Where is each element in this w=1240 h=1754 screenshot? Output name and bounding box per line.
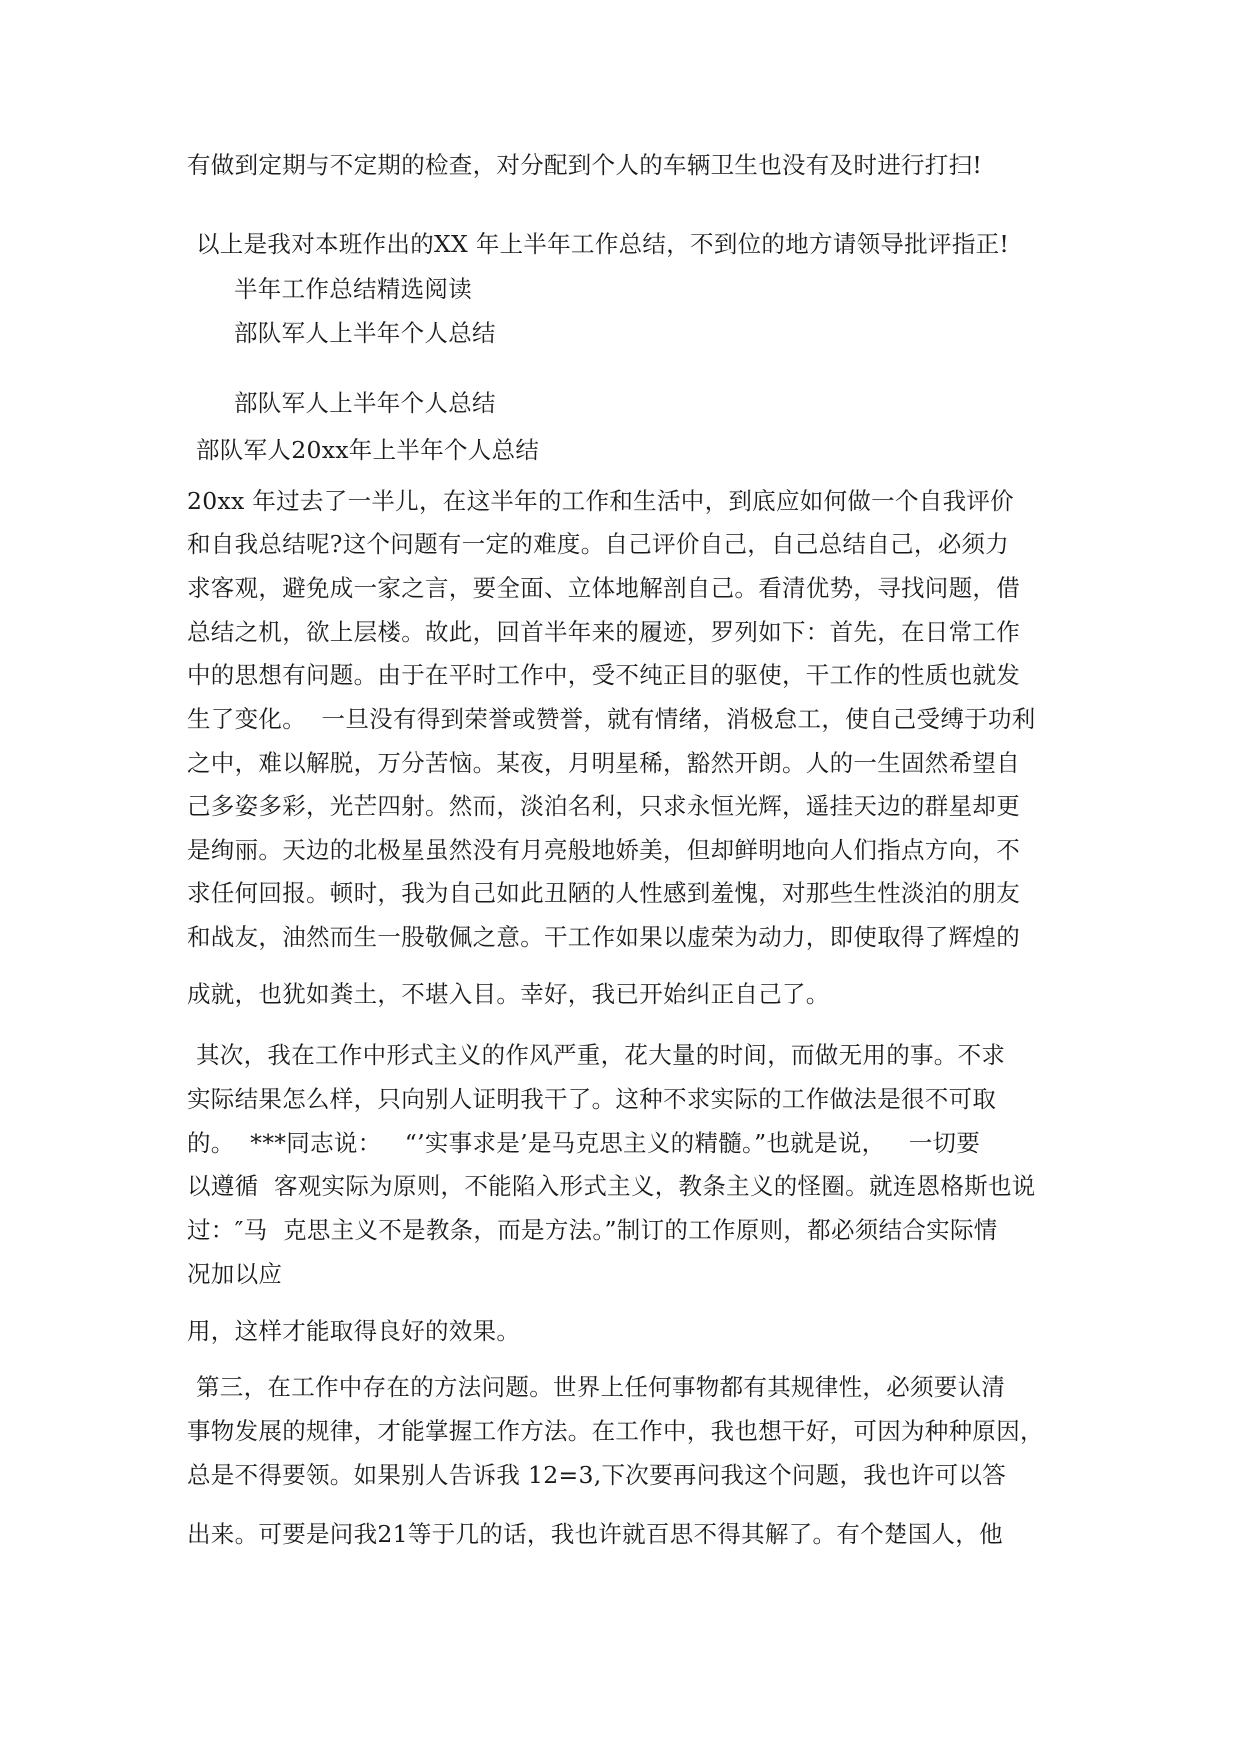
text-line: 以上是我对本班作出的XX 年上半年工作总结，不到位的地方请领导批评指正! bbox=[196, 230, 1010, 258]
text-line: 况加以应 bbox=[187, 1260, 283, 1288]
text-line: 己多姿多彩，光芒四射。然而，淡泊名利，只求永恒光辉，遥挂天边的群星却更 bbox=[187, 792, 1020, 820]
text-line: 之中，难以解脱，万分苦恼。某夜，月明星稀，豁然开朗。人的一生固然希望自 bbox=[187, 749, 1020, 777]
text-line: 部队军人上半年个人总结 bbox=[234, 319, 496, 347]
text-line: 生了变化。 一旦没有得到荣誉或赞誉，就有情绪，消极怠工，使自己受缚于功利 bbox=[187, 705, 1036, 733]
text-line: 和战友，油然而生一股敬佩之意。干工作如果以虚荣为动力，即使取得了辉煌的 bbox=[187, 923, 1020, 951]
section-heading: 部队军人上半年个人总结 bbox=[234, 389, 496, 417]
text-line: 实际结果怎么样，只向别人证明我干了。这种不求实际的工作做法是很不可取 bbox=[187, 1085, 997, 1113]
text-line: 有做到定期与不定期的检查，对分配到个人的车辆卫生也没有及时进行打扫! bbox=[187, 151, 983, 179]
text-line: 以遵循 客观实际为原则，不能陷入形式主义，教条主义的怪圈。就连恩格斯也说 bbox=[187, 1172, 1036, 1200]
text-line: 过：″马 克思主义不是教条，而是方法。”制订的工作原则，都必须结合实际情 bbox=[187, 1216, 998, 1244]
section-heading: 部队军人20xx年上半年个人总结 bbox=[196, 436, 540, 464]
text-line: 是绚丽。天边的北极星虽然没有月亮般地娇美，但却鲜明地向人们指点方向，不 bbox=[187, 836, 1020, 864]
text-line: 的。 ***同志说： “’实事求是’是马克思主义的精髓。”也就是说， 一切要 bbox=[187, 1129, 981, 1157]
text-line: 20xx 年过去了一半儿，在这半年的工作和生活中，到底应如何做一个自我评价 bbox=[187, 487, 1014, 515]
text-line: 事物发展的规律，才能掌握工作方法。在工作中，我也想干好，可因为种种原因， bbox=[187, 1417, 1044, 1445]
text-line: 总结之机，欲上层楼。故此，回首半年来的履迹，罗列如下：首先，在日常工作 bbox=[187, 618, 1020, 646]
text-line: 总是不得要领。如果别人告诉我 12=3,下次要再问我这个问题，我也许可以答 bbox=[187, 1461, 1007, 1489]
text-line: 和自我总结呢?这个问题有一定的难度。自己评价自己，自己总结自己，必须力 bbox=[187, 530, 1010, 558]
text-line: 其次，我在工作中形式主义的作风严重，花大量的时间，而做无用的事。不求 bbox=[196, 1041, 1006, 1069]
text-line: 用，这样才能取得良好的效果。 bbox=[187, 1317, 521, 1345]
text-line: 求客观，避免成一家之言，要全面、立体地解剖自己。看清优势，寻找问题，借 bbox=[187, 574, 1020, 602]
text-line: 中的思想有问题。由于在平时工作中，受不纯正目的驱使，干工作的性质也就发 bbox=[187, 661, 1020, 689]
text-line: 成就，也犹如粪土，不堪入目。幸好，我已开始纠正自己了。 bbox=[187, 980, 830, 1008]
text-line: 出来。可要是问我21等于几的话，我也许就百思不得其解了。有个楚国人，他 bbox=[187, 1520, 1003, 1548]
text-line: 半年工作总结精选阅读 bbox=[234, 275, 472, 303]
text-line: 求任何回报。顿时，我为自己如此丑陋的人性感到羞愧，对那些生性淡泊的朋友 bbox=[187, 879, 1020, 907]
text-line: 第三，在工作中存在的方法问题。世界上任何事物都有其规律性，必须要认清 bbox=[196, 1373, 1006, 1401]
